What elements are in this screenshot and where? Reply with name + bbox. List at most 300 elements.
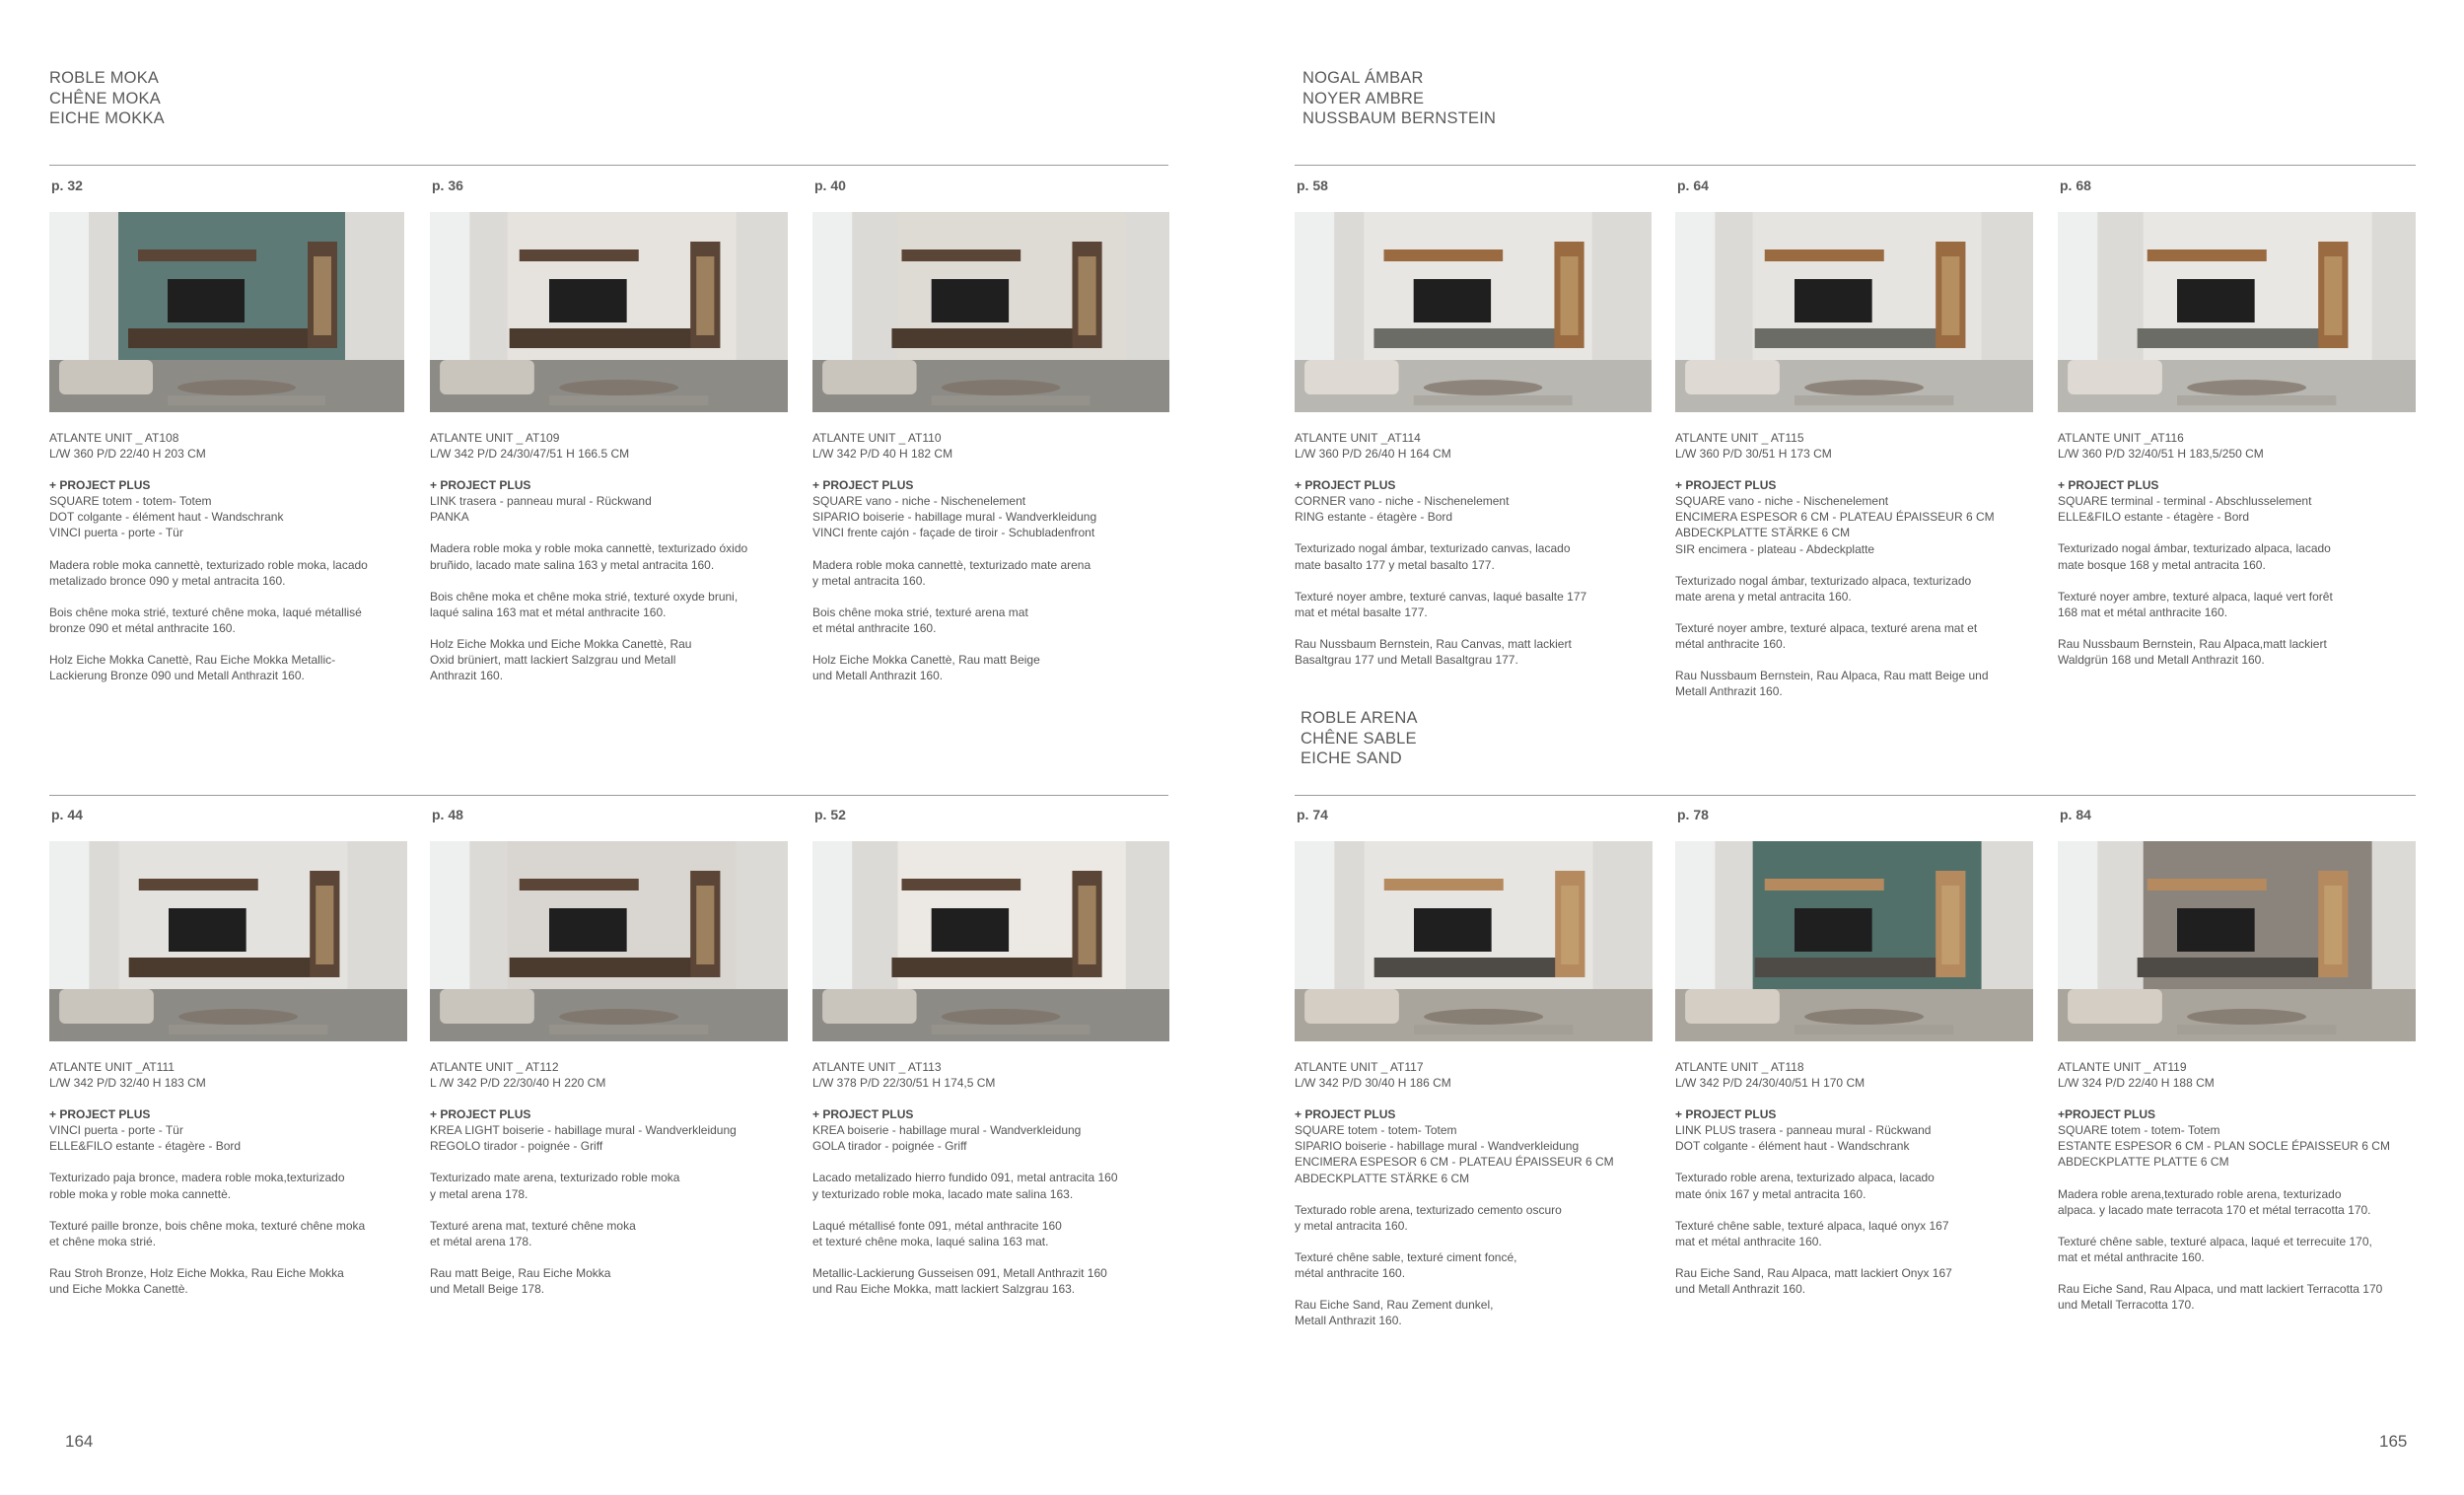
heading-line: ROBLE MOKA bbox=[49, 69, 160, 87]
rug bbox=[2177, 395, 2336, 405]
interior-scene bbox=[1675, 841, 2033, 1041]
page-reference: p. 48 bbox=[432, 807, 463, 822]
line-gap bbox=[812, 1154, 1177, 1170]
unit-dimensions: L/W 342 P/D 32/40 H 183 CM bbox=[49, 1076, 206, 1091]
heading-line: EICHE MOKKA bbox=[49, 109, 165, 127]
page-reference: p. 52 bbox=[814, 807, 846, 822]
window bbox=[2058, 841, 2097, 999]
description-line: ABDECKPLATTE STÄRKE 6 CM bbox=[1295, 1171, 1470, 1185]
tv-screen bbox=[1795, 908, 1872, 952]
window bbox=[49, 212, 89, 370]
line-gap bbox=[2058, 525, 2423, 540]
unit-name: ATLANTE UNIT _ AT112 bbox=[430, 1060, 559, 1074]
unit-name: ATLANTE UNIT _AT111 bbox=[49, 1060, 175, 1074]
interior-scene bbox=[812, 212, 1169, 412]
description-line: Texturizado nogal ámbar, texturizado alpaca, texturizado bbox=[1675, 573, 1972, 588]
window bbox=[1295, 212, 1334, 370]
line-gap bbox=[812, 1249, 1177, 1265]
tv-base-unit bbox=[129, 958, 328, 977]
wall-shelf bbox=[2147, 879, 2267, 890]
line-gap bbox=[1295, 620, 1659, 636]
line-gap bbox=[430, 525, 795, 540]
description-line: Rau Stroh Bronze, Holz Eiche Mokka, Rau Eiche Mokka bbox=[49, 1265, 344, 1280]
wall-shelf bbox=[520, 879, 639, 890]
tv-base-unit bbox=[510, 958, 709, 977]
description-line: Texturé paille bronze, bois chêne moka, texturé chêne moka bbox=[49, 1218, 366, 1233]
page-reference: p. 74 bbox=[1297, 807, 1328, 822]
sofa bbox=[59, 360, 153, 394]
description-line: Laqué métallisé fonte 091, métal anthracite 160 bbox=[812, 1218, 1062, 1233]
page-reference: p. 58 bbox=[1297, 178, 1328, 193]
page-reference: p. 84 bbox=[2060, 807, 2091, 822]
rug bbox=[1795, 395, 1953, 405]
entry-description bbox=[2058, 430, 2423, 668]
lit-shelves bbox=[316, 886, 333, 964]
line-gap bbox=[2058, 1218, 2423, 1234]
description-line: ENCIMERA ESPESOR 6 CM - PLATEAU ÉPAISSEUR 6 CM bbox=[1675, 510, 1995, 525]
line-gap bbox=[2058, 573, 2423, 589]
description-line: Rau Eiche Sand, Rau Alpaca, und matt lackiert Terracotta 170 bbox=[2058, 1281, 2383, 1296]
divider-rule bbox=[1295, 795, 2416, 796]
description-line: ELLE&FILO estante - étagère - Bord bbox=[2058, 510, 2250, 525]
coffee-table bbox=[177, 380, 296, 395]
wall-shelf bbox=[139, 879, 258, 890]
interior-scene bbox=[49, 212, 404, 412]
description-line: Rau Nussbaum Bernstein, Rau Canvas, matt lackiert bbox=[1295, 636, 1572, 651]
description-line: 168 mat et métal anthracite 160. bbox=[2058, 605, 2228, 619]
description-line: + PROJECT PLUS bbox=[1675, 478, 1777, 493]
entry-description bbox=[49, 430, 414, 683]
right-section-heading-bottom bbox=[1301, 708, 1418, 769]
coffee-table bbox=[1424, 380, 1543, 395]
page-reference: p. 36 bbox=[432, 178, 463, 193]
description-line: y metal arena 178. bbox=[430, 1186, 528, 1201]
unit-dimensions: L /W 342 P/D 22/30/40 H 220 CM bbox=[430, 1076, 606, 1091]
unit-name: ATLANTE UNIT _ AT109 bbox=[430, 431, 560, 445]
unit-name: ATLANTE UNIT _ AT108 bbox=[49, 431, 179, 445]
description-line: et texturé chêne moka, laqué salina 163 mat. bbox=[812, 1234, 1049, 1248]
description-line: und Rau Eiche Mokka, matt lackiert Salzgrau 163. bbox=[812, 1281, 1076, 1296]
rug bbox=[932, 1025, 1091, 1034]
entry-description bbox=[49, 1059, 414, 1297]
lit-shelves bbox=[1561, 886, 1579, 964]
description-line: mat et métal anthracite 160. bbox=[2058, 1249, 2205, 1264]
tv-screen bbox=[1414, 279, 1491, 322]
coffee-table bbox=[942, 1009, 1061, 1025]
description-line: mate basalto 177 y metal basalto 177. bbox=[1295, 557, 1495, 572]
description-line: mat et métal anthracite 160. bbox=[1675, 1234, 1822, 1248]
line-gap bbox=[1295, 1234, 1659, 1249]
unit-dimensions: L/W 342 P/D 24/30/40/51 H 170 CM bbox=[1675, 1076, 1866, 1091]
description-line: VINCI puerta - porte - Tür bbox=[49, 526, 183, 540]
sofa bbox=[59, 989, 154, 1024]
entry-description bbox=[1675, 430, 2040, 699]
tv-screen bbox=[169, 908, 246, 952]
line-gap bbox=[49, 462, 414, 477]
page-reference: p. 64 bbox=[1677, 178, 1709, 193]
description-line: Oxid brüniert, matt lackiert Salzgrau und Metall bbox=[430, 652, 676, 667]
heading-line: NUSSBAUM BERNSTEIN bbox=[1302, 109, 1497, 127]
product-photo bbox=[430, 841, 788, 1041]
tv-screen bbox=[549, 279, 627, 322]
sofa bbox=[440, 360, 534, 394]
line-gap bbox=[1675, 1249, 2040, 1265]
description-line: + PROJECT PLUS bbox=[812, 478, 914, 493]
description-line: + PROJECT PLUS bbox=[430, 478, 531, 493]
coffee-table bbox=[559, 380, 678, 395]
description-line: und Eiche Mokka Canettè. bbox=[49, 1281, 188, 1296]
divider-rule bbox=[1295, 165, 2416, 166]
description-line: Rau matt Beige, Rau Eiche Mokka bbox=[430, 1265, 611, 1280]
product-photo bbox=[49, 212, 404, 412]
entry-description bbox=[430, 1059, 795, 1297]
description-line: Metall Anthrazit 160. bbox=[1675, 684, 1783, 699]
lit-shelves bbox=[2324, 256, 2342, 335]
description-line: Rau Nussbaum Bernstein, Rau Alpaca, Rau matt Beige und bbox=[1675, 669, 1989, 683]
coffee-table bbox=[2187, 1009, 2306, 1025]
heading-line: ROBLE ARENA bbox=[1301, 709, 1418, 727]
description-line: LINK trasera - panneau mural - Rückwand bbox=[430, 494, 652, 509]
page-reference: p. 68 bbox=[2060, 178, 2091, 193]
left-section-heading bbox=[49, 68, 165, 129]
description-line: SQUARE totem - totem- Totem bbox=[1295, 1123, 1457, 1138]
product-photo bbox=[2058, 841, 2416, 1041]
description-line: Rau Eiche Sand, Rau Alpaca, matt lackiert Onyx 167 bbox=[1675, 1265, 1952, 1280]
unit-name: ATLANTE UNIT _AT114 bbox=[1295, 431, 1421, 445]
description-line: Texturado roble arena, texturizado alpaca, lacado bbox=[1675, 1171, 1935, 1185]
line-gap bbox=[49, 1091, 414, 1106]
description-line: roble moka y roble moka cannettè. bbox=[49, 1186, 232, 1201]
interior-scene bbox=[2058, 841, 2416, 1041]
line-gap bbox=[812, 541, 1177, 557]
line-gap bbox=[1295, 1091, 1659, 1106]
description-line: alpaca. y lacado mate terracota 170 et métal terracotta 170. bbox=[2058, 1202, 2371, 1217]
line-gap bbox=[812, 1202, 1177, 1218]
description-line: SQUARE totem - totem- Totem bbox=[2058, 1123, 2220, 1138]
line-gap bbox=[1675, 557, 2040, 573]
window bbox=[49, 841, 89, 999]
unit-name: ATLANTE UNIT _AT116 bbox=[2058, 431, 2184, 445]
page-reference: p. 44 bbox=[51, 807, 83, 822]
description-line: Madera roble moka cannettè, texturizado roble moka, lacado bbox=[49, 557, 368, 572]
line-gap bbox=[49, 636, 414, 652]
description-line: + PROJECT PLUS bbox=[1675, 1107, 1777, 1122]
description-line: Texturizado nogal ámbar, texturizado canvas, lacado bbox=[1295, 541, 1571, 556]
description-line: DOT colgante - élément haut - Wandschrank bbox=[1675, 1139, 1910, 1154]
description-line: ABDECKPLATTE PLATTE 6 CM bbox=[2058, 1155, 2229, 1170]
description-line: SQUARE terminal - terminal - Abschlusselement bbox=[2058, 494, 2312, 509]
tv-base-unit bbox=[2138, 958, 2337, 977]
description-line: DOT colgante - élément haut - Wandschrank bbox=[49, 510, 284, 525]
rug bbox=[168, 395, 325, 405]
unit-name: ATLANTE UNIT _ AT110 bbox=[812, 431, 942, 445]
page-reference: p. 78 bbox=[1677, 807, 1709, 822]
page-number-right: 165 bbox=[2379, 1432, 2408, 1451]
description-line: und Metall Anthrazit 160. bbox=[1675, 1281, 1806, 1296]
lit-shelves bbox=[1560, 256, 1578, 335]
description-line: Texturé chêne sable, texturé alpaca, laqué et terrecuite 170, bbox=[2058, 1234, 2372, 1248]
entry-description bbox=[1295, 430, 1659, 668]
description-line: VINCI frente cajón - façade de tiroir - Schubladenfront bbox=[812, 526, 1095, 540]
tv-screen bbox=[549, 908, 627, 952]
description-line: Basaltgrau 177 und Metall Basaltgrau 177. bbox=[1295, 652, 1518, 667]
coffee-table bbox=[2187, 380, 2306, 395]
description-line: bruñido, lacado mate salina 163 y metal antracita 160. bbox=[430, 557, 715, 572]
description-line: VINCI puerta - porte - Tür bbox=[49, 1123, 183, 1138]
tv-base-unit bbox=[1755, 958, 1954, 977]
description-line: ESTANTE ESPESOR 6 CM - PLAN SOCLE ÉPAISSEUR 6 CM bbox=[2058, 1139, 2390, 1154]
description-line: LINK PLUS trasera - panneau mural - Rückwand bbox=[1675, 1123, 1932, 1138]
description-line: + PROJECT PLUS bbox=[812, 1107, 914, 1122]
interior-scene bbox=[430, 841, 788, 1041]
interior-scene bbox=[1295, 212, 1652, 412]
description-line: Holz Eiche Mokka Canettè, Rau Eiche Mokka Metallic- bbox=[49, 652, 336, 667]
line-gap bbox=[1675, 652, 2040, 668]
entry-description bbox=[430, 430, 795, 683]
window bbox=[430, 212, 469, 370]
description-line: ENCIMERA ESPESOR 6 CM - PLATEAU ÉPAISSEUR 6 CM bbox=[1295, 1155, 1614, 1170]
line-gap bbox=[2058, 462, 2423, 477]
line-gap bbox=[812, 1091, 1177, 1106]
page-reference: p. 40 bbox=[814, 178, 846, 193]
wall-shelf bbox=[1384, 249, 1504, 261]
description-line: + PROJECT PLUS bbox=[2058, 478, 2159, 493]
entry-description bbox=[1675, 1059, 2040, 1297]
line-gap bbox=[430, 1249, 795, 1265]
product-photo bbox=[2058, 212, 2416, 412]
line-gap bbox=[430, 1202, 795, 1218]
description-line: Lackierung Bronze 090 und Metall Anthrazit 160. bbox=[49, 669, 305, 683]
product-photo bbox=[1675, 841, 2033, 1041]
tv-screen bbox=[2177, 908, 2255, 952]
line-gap bbox=[1295, 1186, 1659, 1202]
interior-scene bbox=[2058, 212, 2416, 412]
heading-line: NOYER AMBRE bbox=[1302, 89, 1425, 107]
wall-shelf bbox=[138, 249, 256, 261]
description-line: ELLE&FILO estante - étagère - Bord bbox=[49, 1139, 242, 1154]
entry-description bbox=[1295, 1059, 1659, 1328]
description-line: Bois chêne moka strié, texturé chêne moka, laqué métallisé bbox=[49, 605, 362, 619]
description-line: Texturé arena mat, texturé chêne moka bbox=[430, 1218, 636, 1233]
wall-shelf bbox=[520, 249, 639, 261]
wall-shelf bbox=[902, 879, 1021, 890]
unit-dimensions: L/W 360 P/D 26/40 H 164 CM bbox=[1295, 447, 1451, 462]
divider-rule bbox=[49, 165, 1168, 166]
product-photo bbox=[430, 212, 788, 412]
line-gap bbox=[430, 1091, 795, 1106]
line-gap bbox=[1295, 1281, 1659, 1297]
description-line: und Metall Terracotta 170. bbox=[2058, 1298, 2195, 1313]
description-line: Rau Eiche Sand, Rau Zement dunkel, bbox=[1295, 1298, 1494, 1313]
description-line: Texturé chêne sable, texturé ciment foncé, bbox=[1295, 1249, 1517, 1264]
coffee-table bbox=[1804, 1009, 1924, 1025]
tv-screen bbox=[1414, 908, 1492, 952]
unit-dimensions: L/W 342 P/D 30/40 H 186 CM bbox=[1295, 1076, 1451, 1091]
description-line: Bois chêne moka strié, texturé arena mat bbox=[812, 605, 1028, 619]
wall-shelf bbox=[902, 249, 1021, 261]
description-line: KREA boiserie - habillage mural - Wandverkleidung bbox=[812, 1123, 1082, 1138]
window bbox=[1675, 212, 1715, 370]
description-line: Metallic-Lackierung Gusseisen 091, Metall Anthrazit 160 bbox=[812, 1265, 1107, 1280]
product-photo bbox=[1295, 212, 1652, 412]
line-gap bbox=[430, 573, 795, 589]
rug bbox=[932, 395, 1091, 405]
description-line: Texturé chêne sable, texturé alpaca, laqué onyx 167 bbox=[1675, 1218, 1949, 1233]
line-gap bbox=[49, 1202, 414, 1218]
coffee-table bbox=[942, 380, 1061, 395]
description-line: und Metall Beige 178. bbox=[430, 1281, 545, 1296]
line-gap bbox=[2058, 1265, 2423, 1281]
unit-dimensions: L/W 360 P/D 22/40 H 203 CM bbox=[49, 447, 206, 462]
line-gap bbox=[49, 1154, 414, 1170]
line-gap bbox=[1675, 1091, 2040, 1106]
lit-shelves bbox=[2324, 886, 2342, 964]
divider-rule bbox=[49, 795, 1168, 796]
window bbox=[812, 841, 852, 999]
tv-screen bbox=[1795, 279, 1872, 322]
lit-shelves bbox=[1941, 886, 1959, 964]
coffee-table bbox=[1804, 380, 1924, 395]
coffee-table bbox=[178, 1009, 298, 1025]
interior-scene bbox=[812, 841, 1169, 1041]
line-gap bbox=[2058, 1091, 2423, 1106]
product-photo bbox=[812, 212, 1169, 412]
product-photo bbox=[49, 841, 407, 1041]
entry-description bbox=[812, 1059, 1177, 1297]
unit-dimensions: L/W 360 P/D 32/40/51 H 183,5/250 CM bbox=[2058, 447, 2264, 462]
description-line: metalizado bronce 090 y metal antracita 160. bbox=[49, 573, 286, 588]
unit-dimensions: L/W 324 P/D 22/40 H 188 CM bbox=[2058, 1076, 2215, 1091]
description-line: Madera roble moka cannettè, texturizado mate arena bbox=[812, 557, 1091, 572]
window bbox=[812, 212, 852, 370]
rug bbox=[1414, 1025, 1573, 1034]
description-line: SQUARE vano - niche - Nischenelement bbox=[1675, 494, 1889, 509]
description-line: Texturado roble arena, texturizado cemento oscuro bbox=[1295, 1202, 1562, 1217]
description-line: mate bosque 168 y metal antracita 160. bbox=[2058, 557, 2266, 572]
tv-base-unit bbox=[1755, 328, 1954, 348]
description-line: KREA LIGHT boiserie - habillage mural - Wandverkleidung bbox=[430, 1123, 737, 1138]
line-gap bbox=[812, 589, 1177, 605]
wall-shelf bbox=[2147, 249, 2267, 261]
description-line: + PROJECT PLUS bbox=[49, 1107, 151, 1122]
sofa bbox=[1685, 989, 1780, 1024]
interior-scene bbox=[49, 841, 407, 1041]
unit-dimensions: L/W 342 P/D 24/30/47/51 H 166.5 CM bbox=[430, 447, 630, 462]
description-line: y texturizado roble moka, lacado mate salina 163. bbox=[812, 1186, 1074, 1201]
unit-name: ATLANTE UNIT _ AT119 bbox=[2058, 1060, 2187, 1074]
description-line: RING estante - étagère - Bord bbox=[1295, 510, 1453, 525]
line-gap bbox=[430, 1154, 795, 1170]
interior-scene bbox=[1675, 212, 2033, 412]
tv-base-unit bbox=[128, 328, 325, 348]
description-line: Waldgrün 168 und Metall Anthrazit 160. bbox=[2058, 652, 2265, 667]
description-line: mat et métal basalte 177. bbox=[1295, 605, 1428, 619]
interior-scene bbox=[1295, 841, 1653, 1041]
description-line: Bois chêne moka et chêne moka strié, texturé oxyde bruni, bbox=[430, 589, 739, 604]
description-line: Texturizado paja bronce, madera roble moka,texturizado bbox=[49, 1171, 345, 1185]
tv-screen bbox=[932, 908, 1009, 952]
description-line: SIR encimera - plateau - Abdeckplatte bbox=[1675, 541, 1875, 556]
description-line: Madera roble arena,texturado roble arena, texturizado bbox=[2058, 1186, 2342, 1201]
product-photo bbox=[1675, 212, 2033, 412]
description-line: REGOLO tirador - poignée - Griff bbox=[430, 1139, 603, 1154]
tv-base-unit bbox=[891, 328, 1090, 348]
line-gap bbox=[812, 636, 1177, 652]
sofa bbox=[1304, 989, 1399, 1024]
entry-description bbox=[2058, 1059, 2423, 1313]
description-line: SQUARE vano - niche - Nischenelement bbox=[812, 494, 1026, 509]
lit-shelves bbox=[696, 886, 714, 964]
tv-base-unit bbox=[510, 328, 709, 348]
wall-shelf bbox=[1765, 879, 1884, 890]
line-gap bbox=[49, 1249, 414, 1265]
lit-shelves bbox=[1078, 886, 1095, 964]
line-gap bbox=[430, 620, 795, 636]
line-gap bbox=[1295, 525, 1659, 540]
description-line: Lacado metalizado hierro fundido 091, metal antracita 160 bbox=[812, 1171, 1118, 1185]
interior-scene bbox=[430, 212, 788, 412]
tv-screen bbox=[932, 279, 1009, 322]
unit-dimensions: L/W 378 P/D 22/30/51 H 174,5 CM bbox=[812, 1076, 996, 1091]
line-gap bbox=[2058, 620, 2423, 636]
tv-screen bbox=[168, 279, 245, 322]
unit-name: ATLANTE UNIT _ AT118 bbox=[1675, 1060, 1804, 1074]
sofa bbox=[2068, 989, 2162, 1024]
window bbox=[1295, 841, 1334, 999]
description-line: +PROJECT PLUS bbox=[2058, 1107, 2156, 1122]
description-line: + PROJECT PLUS bbox=[430, 1107, 531, 1122]
tv-base-unit bbox=[1373, 328, 1572, 348]
heading-line: EICHE SAND bbox=[1301, 749, 1402, 767]
unit-dimensions: L/W 342 P/D 40 H 182 CM bbox=[812, 447, 953, 462]
rug bbox=[1414, 395, 1573, 405]
description-line: laqué salina 163 mat et métal anthracite 160. bbox=[430, 605, 667, 619]
tv-base-unit bbox=[2138, 328, 2337, 348]
product-photo bbox=[1295, 841, 1653, 1041]
description-line: et métal anthracite 160. bbox=[812, 620, 937, 635]
description-line: Metall Anthrazit 160. bbox=[1295, 1314, 1402, 1328]
line-gap bbox=[430, 462, 795, 477]
right-section-heading-top bbox=[1302, 68, 1496, 129]
coffee-table bbox=[559, 1009, 678, 1025]
tv-base-unit bbox=[1374, 958, 1574, 977]
description-line: Texturizado mate arena, texturizado roble moka bbox=[430, 1171, 680, 1185]
sofa bbox=[440, 989, 534, 1024]
wall-shelf bbox=[1384, 879, 1504, 890]
line-gap bbox=[812, 462, 1177, 477]
description-line: et chêne moka strié. bbox=[49, 1234, 157, 1248]
line-gap bbox=[1675, 462, 2040, 477]
rug bbox=[169, 1025, 327, 1034]
wall-shelf bbox=[1765, 249, 1884, 261]
sofa bbox=[1304, 360, 1399, 394]
entry-description bbox=[812, 430, 1177, 683]
line-gap bbox=[1295, 462, 1659, 477]
description-line: y metal antracita 160. bbox=[1295, 1218, 1408, 1233]
line-gap bbox=[1675, 1154, 2040, 1170]
line-gap bbox=[1675, 1202, 2040, 1218]
unit-name: ATLANTE UNIT _ AT113 bbox=[812, 1060, 942, 1074]
description-line: + PROJECT PLUS bbox=[1295, 1107, 1396, 1122]
description-line: Texturé noyer ambre, texturé alpaca, texturé arena mat et bbox=[1675, 620, 1978, 635]
description-line: Madera roble moka y roble moka cannettè, texturizado óxido bbox=[430, 541, 748, 556]
window bbox=[2058, 212, 2097, 370]
description-line: mate arena y metal antracita 160. bbox=[1675, 589, 1852, 604]
window bbox=[1675, 841, 1715, 999]
line-gap bbox=[2058, 1171, 2423, 1186]
tv-screen bbox=[2177, 279, 2255, 322]
heading-line: CHÊNE MOKA bbox=[49, 89, 161, 107]
